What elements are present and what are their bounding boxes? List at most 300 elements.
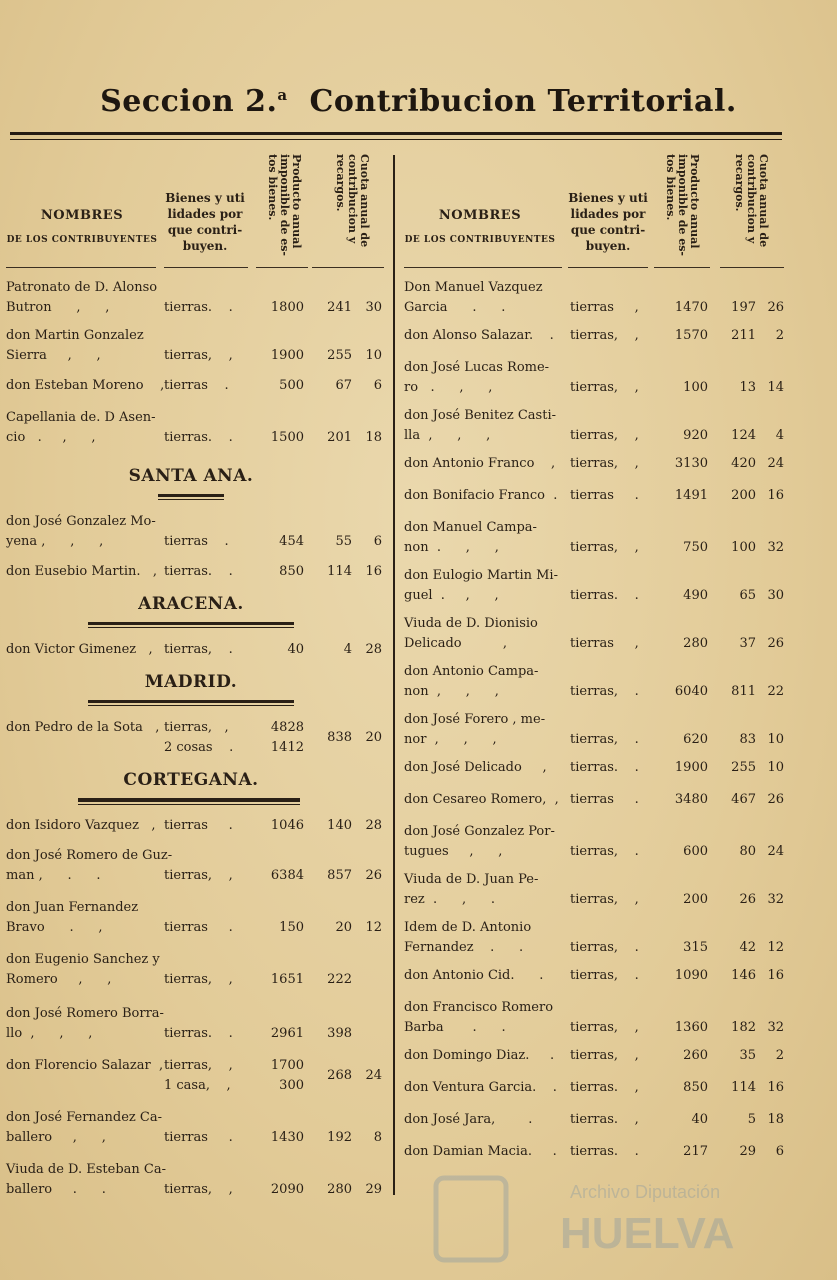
cuota-centimos: 32 — [767, 892, 784, 907]
producto-cell — [648, 938, 708, 958]
cuota-reales: 35 — [739, 1048, 756, 1063]
name-line: don Eusebio Martin. , — [6, 564, 158, 579]
bienes-line: tierras, , — [164, 720, 229, 735]
bienes-line: tierras, , — [570, 456, 639, 471]
contributor-name — [6, 816, 158, 836]
producto-cell — [648, 890, 708, 910]
watermark-shield-icon — [436, 1178, 506, 1260]
cuota-centimos: 12 — [767, 940, 784, 955]
contributor-name — [6, 718, 158, 738]
cuota-centimos: 10 — [365, 348, 382, 363]
name-line: don Eulogio Martin Mi- — [404, 568, 558, 583]
contributor-name — [404, 1078, 564, 1098]
contributor-name — [404, 998, 564, 1038]
cuota-centimos: 6 — [775, 1144, 784, 1159]
producto-cell — [648, 298, 708, 318]
producto-cell — [252, 1128, 304, 1148]
archive-watermark — [430, 1168, 760, 1268]
header-producto — [654, 154, 710, 266]
name-line: cio . , , — [6, 430, 96, 445]
name-line: Don Manuel Vazquez — [404, 280, 543, 295]
bienes-line: tierras, . — [570, 940, 639, 955]
name-line: don Cesareo Romero, , — [404, 792, 559, 807]
name-line: lla , , , — [404, 428, 491, 443]
contributor-name — [404, 822, 564, 862]
bienes-cell — [570, 1078, 650, 1098]
name-line: llo , , , — [6, 1026, 93, 1041]
header-underline — [568, 267, 648, 268]
bienes-line: tierras . — [164, 378, 229, 393]
name-line: don José Lucas Rome- — [404, 360, 550, 375]
cuota-reales: 114 — [731, 1080, 756, 1095]
cuota-centimos: 29 — [365, 1182, 382, 1197]
cuota-centimos: 32 — [767, 1020, 784, 1035]
producto-value: 280 — [683, 636, 708, 651]
bienes-line: tierras, , — [570, 1020, 639, 1035]
title-superscript: a — [277, 86, 288, 104]
bienes-cell — [570, 966, 650, 986]
cuota-reales: 42 — [739, 940, 756, 955]
contributor-name — [404, 790, 564, 810]
cuota-reales: 124 — [731, 428, 756, 443]
cuota-centimos: 2 — [775, 1048, 784, 1063]
cuota-reales: 140 — [327, 818, 352, 833]
bienes-line: tierras. . — [570, 1144, 639, 1159]
producto-cell — [648, 1110, 708, 1130]
bienes-cell — [570, 758, 650, 778]
bienes-line: 2 cosas . — [164, 740, 234, 755]
name-line: don Alonso Salazar. . — [404, 328, 554, 343]
cuota-reales: 222 — [327, 972, 352, 987]
section-heading: SANTA ANA. — [128, 466, 254, 486]
header-cuota-label: Cuota anual de contribucion y recargos. — [334, 154, 371, 248]
name-line: rez . , . — [404, 892, 496, 907]
producto-cell — [648, 454, 708, 474]
cuota-centimos: 26 — [767, 636, 784, 651]
header-cuota-label: Cuota anual de contribucion y recargos. — [733, 154, 770, 248]
cuota-reales: 857 — [327, 868, 352, 883]
contributor-name — [404, 1110, 564, 1130]
producto-value: 40 — [287, 642, 304, 657]
cuota-centimos: 12 — [365, 920, 382, 935]
producto-cell — [648, 634, 708, 654]
producto-cell — [648, 426, 708, 446]
bienes-cell — [164, 346, 250, 366]
bienes-cell — [570, 326, 650, 346]
header-cuota — [321, 154, 383, 266]
name-line: Butron , , — [6, 300, 110, 315]
bienes-line: tierras. . — [164, 564, 233, 579]
bienes-line: tierras. , — [570, 1080, 639, 1095]
header-names-sub: DE LOS CONTRIBUYENTES — [404, 235, 556, 245]
cuota-reales: 467 — [731, 792, 756, 807]
name-line: don José Romero Borra- — [6, 1006, 164, 1021]
producto-value: 2090 — [270, 1182, 304, 1197]
bienes-line: tierras , — [570, 636, 639, 651]
header-names — [6, 208, 158, 245]
producto-cell — [648, 1142, 708, 1162]
section-rule — [158, 494, 224, 500]
contributor-name — [6, 950, 158, 990]
contributor-name — [404, 918, 564, 958]
producto-value: 1491 — [674, 488, 708, 503]
producto-cell — [252, 970, 304, 990]
cuota-reales: 197 — [731, 300, 756, 315]
bienes-line: tierras, . — [570, 732, 639, 747]
producto-value: 1900 — [674, 760, 708, 775]
producto-value: 620 — [683, 732, 708, 747]
bienes-cell — [164, 970, 250, 990]
producto-value: 1700 — [270, 1058, 304, 1073]
cuota-centimos: 16 — [767, 488, 784, 503]
bienes-cell — [570, 1110, 650, 1130]
header-underline — [312, 267, 384, 268]
name-line: tugues , , — [404, 844, 503, 859]
producto-cell — [648, 1018, 708, 1038]
header-bienes: Bienes y uti lidades por que contri- buyen. — [165, 191, 245, 253]
producto-cell — [648, 378, 708, 398]
section-heading: CORTEGANA. — [123, 770, 259, 790]
cuota-reales: 280 — [327, 1182, 352, 1197]
contributor-name — [6, 1056, 164, 1076]
contributor-name — [404, 566, 564, 606]
name-line: don Eugenio Sanchez y — [6, 952, 160, 967]
title-section: Seccion 2. — [100, 84, 278, 119]
producto-cell — [648, 486, 708, 506]
producto-value: 1470 — [674, 300, 708, 315]
producto-cell — [252, 298, 304, 318]
producto-value: 1430 — [270, 1130, 304, 1145]
producto-value: 1360 — [674, 1020, 708, 1035]
producto-cell — [648, 966, 708, 986]
producto-value: 1500 — [270, 430, 304, 445]
cuota-reales: 13 — [739, 380, 756, 395]
cuota-reales: 255 — [327, 348, 352, 363]
name-line: don José Fernandez Ca- — [6, 1110, 162, 1125]
contributor-name — [404, 758, 564, 778]
cuota-centimos: 10 — [767, 760, 784, 775]
name-line: Viuda de D. Dionisio — [404, 616, 538, 631]
producto-value: 40 — [691, 1112, 708, 1127]
producto-value: 850 — [279, 564, 304, 579]
bienes-line: tierras. . — [164, 430, 233, 445]
name-line: Romero , , — [6, 972, 112, 987]
name-line: don Isidoro Vazquez , — [6, 818, 156, 833]
producto-value: 150 — [279, 920, 304, 935]
name-line: ballero . . — [6, 1182, 106, 1197]
bienes-line: tierras . — [164, 534, 229, 549]
producto-cell — [648, 730, 708, 750]
cuota-reales: 200 — [731, 488, 756, 503]
contributor-name — [404, 662, 564, 702]
contributor-name — [6, 376, 165, 396]
cuota-reales: 83 — [739, 732, 756, 747]
cuota-reales: 55 — [335, 534, 352, 549]
contributor-name — [404, 454, 564, 474]
cuota-reales: 114 — [327, 564, 352, 579]
contributor-name — [404, 1142, 564, 1162]
right-table — [404, 150, 784, 1159]
name-line: Garcia . . — [404, 300, 506, 315]
name-line: don Francisco Romero — [404, 1000, 554, 1015]
producto-value: 1800 — [270, 300, 304, 315]
bienes-cell — [164, 298, 250, 318]
cuota-reales: 80 — [739, 844, 756, 859]
cuota-centimos: 6 — [373, 378, 382, 393]
cuota-centimos: 24 — [767, 844, 784, 859]
name-line: don José Delicado , — [404, 760, 547, 775]
bienes-cell — [164, 532, 250, 552]
bienes-line: tierras, , — [570, 428, 639, 443]
producto-cell — [648, 758, 708, 778]
cuota-centimos: 18 — [365, 430, 382, 445]
producto-cell — [252, 816, 304, 836]
bienes-cell — [570, 842, 650, 862]
bienes-line: tierras . — [164, 920, 233, 935]
cuota-reales: 20 — [335, 920, 352, 935]
cuota-reales: 182 — [731, 1020, 756, 1035]
cuota-reales: 398 — [327, 1026, 352, 1041]
contributor-name — [404, 326, 564, 346]
name-line: Fernandez . . — [404, 940, 524, 955]
producto-value: 300 — [279, 1078, 304, 1093]
watermark-title: HUELVA — [560, 1209, 735, 1258]
name-line: Sierra , , — [6, 348, 101, 363]
bienes-line: tierras . — [570, 792, 639, 807]
bienes-line: tierras, . — [570, 684, 639, 699]
name-line: don Antonio Campa- — [404, 664, 539, 679]
bienes-cell — [570, 426, 650, 446]
name-line: don Florencio Salazar , — [6, 1058, 164, 1073]
bienes-cell — [164, 816, 250, 836]
bienes-cell — [570, 1018, 650, 1038]
name-line: don Martin Gonzalez — [6, 328, 144, 343]
left-table — [6, 150, 388, 1197]
header-underline — [720, 267, 784, 268]
bienes-line: tierras, . — [570, 968, 639, 983]
contributor-name — [6, 1108, 162, 1148]
bienes-line: tierras, , — [164, 1182, 233, 1197]
producto-cell — [252, 718, 304, 758]
cuota-centimos: 30 — [365, 300, 382, 315]
cuota-reales: 255 — [731, 760, 756, 775]
contributor-name — [404, 966, 564, 986]
name-line: don Domingo Diaz. . — [404, 1048, 555, 1063]
top-rule-thin — [10, 139, 782, 140]
producto-cell — [648, 842, 708, 862]
cuota-reales: 420 — [731, 456, 756, 471]
bienes-cell — [164, 918, 250, 938]
header-names-label: NOMBRES — [40, 208, 124, 223]
cuota-reales: 192 — [327, 1130, 352, 1145]
producto-cell — [252, 1024, 304, 1044]
header-underline — [6, 267, 156, 268]
name-line: don Antonio Cid. . — [404, 968, 544, 983]
name-line: Idem de D. Antonio — [404, 920, 532, 935]
table-header — [404, 150, 784, 270]
name-line: Capellania de. D Asen- — [6, 410, 156, 425]
producto-value: 1090 — [674, 968, 708, 983]
name-line: don José Benitez Casti- — [404, 408, 557, 423]
contributor-name — [6, 562, 158, 582]
bienes-cell — [164, 1024, 250, 1044]
bienes-line: tierras, , — [570, 892, 639, 907]
cuota-centimos: 16 — [767, 968, 784, 983]
section-rule — [78, 798, 300, 805]
bienes-line: tierras, , — [164, 348, 233, 363]
header-underline — [654, 267, 710, 268]
bienes-cell — [164, 1180, 250, 1200]
producto-cell — [648, 682, 708, 702]
bienes-line: tierras . — [164, 818, 233, 833]
name-line: yena , , , — [6, 534, 104, 549]
producto-value: 500 — [279, 378, 304, 393]
contributor-name — [6, 640, 158, 660]
producto-value: 454 — [279, 534, 304, 549]
name-line: don José Gonzalez Por- — [404, 824, 555, 839]
contributor-name — [6, 278, 158, 318]
producto-value: 6384 — [270, 868, 304, 883]
cuota-reales: 67 — [335, 378, 352, 393]
name-line: don José Romero de Guz- — [6, 848, 173, 863]
name-line: Delicado , — [404, 636, 508, 651]
cuota-centimos: 26 — [767, 300, 784, 315]
section-heading: ARACENA. — [138, 594, 244, 614]
producto-value: 217 — [683, 1144, 708, 1159]
cuota-centimos: 16 — [767, 1080, 784, 1095]
producto-cell — [252, 376, 304, 396]
name-line: Patronato de D. Alonso — [6, 280, 158, 295]
producto-value: 850 — [683, 1080, 708, 1095]
contributor-name — [404, 710, 564, 750]
cuota-centimos: 20 — [365, 730, 382, 745]
name-line: don Esteban Moreno , — [6, 378, 165, 393]
cuota-centimos: 6 — [373, 534, 382, 549]
contributor-name — [404, 518, 564, 558]
name-line: ballero , , — [6, 1130, 106, 1145]
header-underline — [256, 267, 308, 268]
cuota-reales: 838 — [327, 730, 352, 745]
section-rule — [88, 700, 294, 706]
producto-cell — [252, 640, 304, 660]
cuota-centimos: 14 — [767, 380, 784, 395]
producto-cell — [648, 586, 708, 606]
cuota-centimos: 28 — [365, 642, 382, 657]
bienes-line: tierras, , — [164, 972, 233, 987]
name-line: don Damian Macia. . — [404, 1144, 557, 1159]
bienes-cell — [570, 1142, 650, 1162]
name-line: don Juan Fernandez — [6, 900, 139, 915]
bienes-line: tierras, . — [164, 642, 233, 657]
producto-value: 100 — [683, 380, 708, 395]
contributor-name — [404, 406, 564, 446]
bienes-line: tierras , — [570, 300, 639, 315]
cuota-centimos: 16 — [365, 564, 382, 579]
bienes-line: tierras, , — [164, 1058, 233, 1073]
title-text: Contribucion Territorial. — [309, 84, 737, 119]
contributor-name — [404, 486, 564, 506]
cuota-centimos: 26 — [767, 792, 784, 807]
contributor-name — [6, 846, 173, 886]
header-producto-label: Producto anual imponible de es- tos bienes. — [664, 154, 701, 256]
producto-cell — [252, 532, 304, 552]
bienes-cell — [570, 730, 650, 750]
header-bienes: Bienes y uti lidades por que contri- buyen. — [568, 191, 648, 253]
producto-value: 2961 — [270, 1026, 304, 1041]
cuota-reales: 4 — [343, 642, 352, 657]
table-header — [6, 150, 388, 270]
name-line: don Manuel Campa- — [404, 520, 537, 535]
bienes-line: tierras . — [570, 488, 639, 503]
contributor-name — [404, 358, 564, 398]
producto-value: 200 — [683, 892, 708, 907]
cuota-reales: 268 — [327, 1068, 352, 1083]
bienes-cell — [164, 718, 250, 758]
name-line: non , , , — [404, 684, 499, 699]
bienes-line: tierras. . — [570, 760, 639, 775]
bienes-cell — [570, 538, 650, 558]
bienes-cell — [164, 428, 250, 448]
header-cuota — [720, 154, 782, 266]
contributor-name — [404, 278, 564, 318]
bienes-cell — [570, 790, 650, 810]
producto-value: 3130 — [674, 456, 708, 471]
cuota-reales: 211 — [731, 328, 756, 343]
name-line: don José Jara, . — [404, 1112, 533, 1127]
cuota-centimos: 28 — [365, 818, 382, 833]
producto-value: 490 — [683, 588, 708, 603]
contributor-name — [404, 614, 564, 654]
contributor-name — [6, 512, 158, 552]
cuota-centimos: 2 — [775, 328, 784, 343]
contributor-name — [6, 898, 158, 938]
name-line: don Pedro de la Sota , — [6, 720, 160, 735]
cuota-centimos: 30 — [767, 588, 784, 603]
name-line: don Antonio Franco , — [404, 456, 556, 471]
name-line: nor , , , — [404, 732, 497, 747]
bienes-cell — [570, 378, 650, 398]
header-producto-label: Producto anual imponible de es- tos bienes. — [266, 154, 303, 256]
producto-value: 1412 — [270, 740, 304, 755]
header-underline — [404, 267, 562, 268]
producto-cell — [648, 538, 708, 558]
contributor-name — [404, 1046, 564, 1066]
producto-value: 315 — [683, 940, 708, 955]
name-line: don Bonifacio Franco . — [404, 488, 558, 503]
page-title — [0, 84, 837, 119]
producto-value: 1046 — [270, 818, 304, 833]
producto-value: 3480 — [674, 792, 708, 807]
bienes-line: tierras . — [164, 1130, 233, 1145]
contributor-name — [6, 1004, 164, 1044]
bienes-cell — [164, 1056, 250, 1096]
bienes-cell — [164, 376, 250, 396]
cuota-centimos: 10 — [767, 732, 784, 747]
cuota-centimos: 32 — [767, 540, 784, 555]
contributor-name — [6, 408, 158, 448]
producto-value: 750 — [683, 540, 708, 555]
contributor-name — [6, 1160, 167, 1200]
name-line: don José Gonzalez Mo- — [6, 514, 156, 529]
producto-value: 4828 — [270, 720, 304, 735]
bienes-line: tierras. . — [164, 1026, 233, 1041]
producto-value: 920 — [683, 428, 708, 443]
bienes-cell — [164, 1128, 250, 1148]
bienes-cell — [570, 682, 650, 702]
producto-cell — [252, 562, 304, 582]
contributor-name — [6, 326, 158, 366]
producto-cell — [648, 1046, 708, 1066]
